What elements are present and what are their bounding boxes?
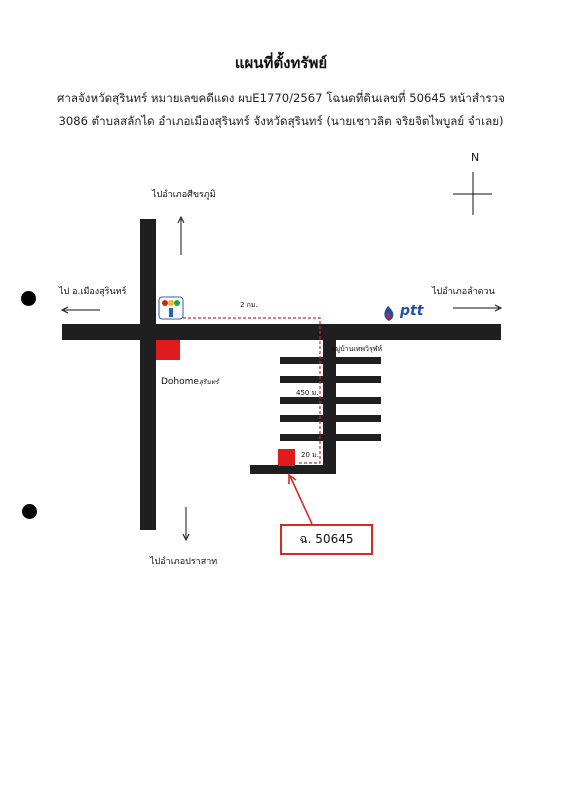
page-title: แผนที่ตั้งทรัพย์ [234, 54, 328, 72]
callout-pointer [289, 475, 312, 524]
ptt-logo-text: ptt [400, 303, 424, 319]
direction-east-label: ไปอำเภอลำดวน [432, 287, 495, 297]
direction-west-label: ไป อ.เมืองสุรินทร์ [59, 287, 127, 297]
dohome-name: Dohome [161, 377, 199, 387]
traffic-light-icon [159, 297, 183, 319]
arrow-east [453, 305, 501, 311]
north-label: N [471, 151, 480, 164]
compass-icon [453, 172, 492, 215]
case-info-line-1: ศาลจังหวัดสุรินทร์ หมายเลขคดีแดง ผบE1770/2567 โฉนดที่ดินเลขที่ 50645 หน้าสำรวจ [57, 91, 505, 105]
dohome-label [161, 369, 219, 388]
distance-last-label: 20 ม. [301, 451, 319, 459]
dohome-marker [156, 340, 180, 360]
dohome-branch: สุรินทร์ [198, 378, 219, 386]
direction-south-label: ไปอำเภอปราสาท [150, 557, 218, 567]
distance-main-label: 2 กม. [240, 301, 258, 309]
arrow-north [178, 217, 184, 255]
ptt-flame-icon [384, 306, 393, 321]
direction-north-label: ไปอำเภอศีขรภูมิ [152, 190, 216, 200]
village-label: หมู่บ้านเทพวิรุฬห์ [331, 345, 383, 353]
arrow-south [183, 507, 189, 540]
arrow-west [62, 307, 100, 313]
distance-soi-label: 450 ม. [296, 389, 319, 397]
case-info-line-2: 3086 ตำบลสลักได อำเภอเมืองสุรินทร์ จังหวัดสุรินทร์ (นายเชาวลิต จริยจิตไพบูลย์ จำเลย) [58, 114, 504, 128]
property-marker [278, 449, 295, 466]
deed-callout-box: ฉ. 50645 [280, 524, 373, 555]
